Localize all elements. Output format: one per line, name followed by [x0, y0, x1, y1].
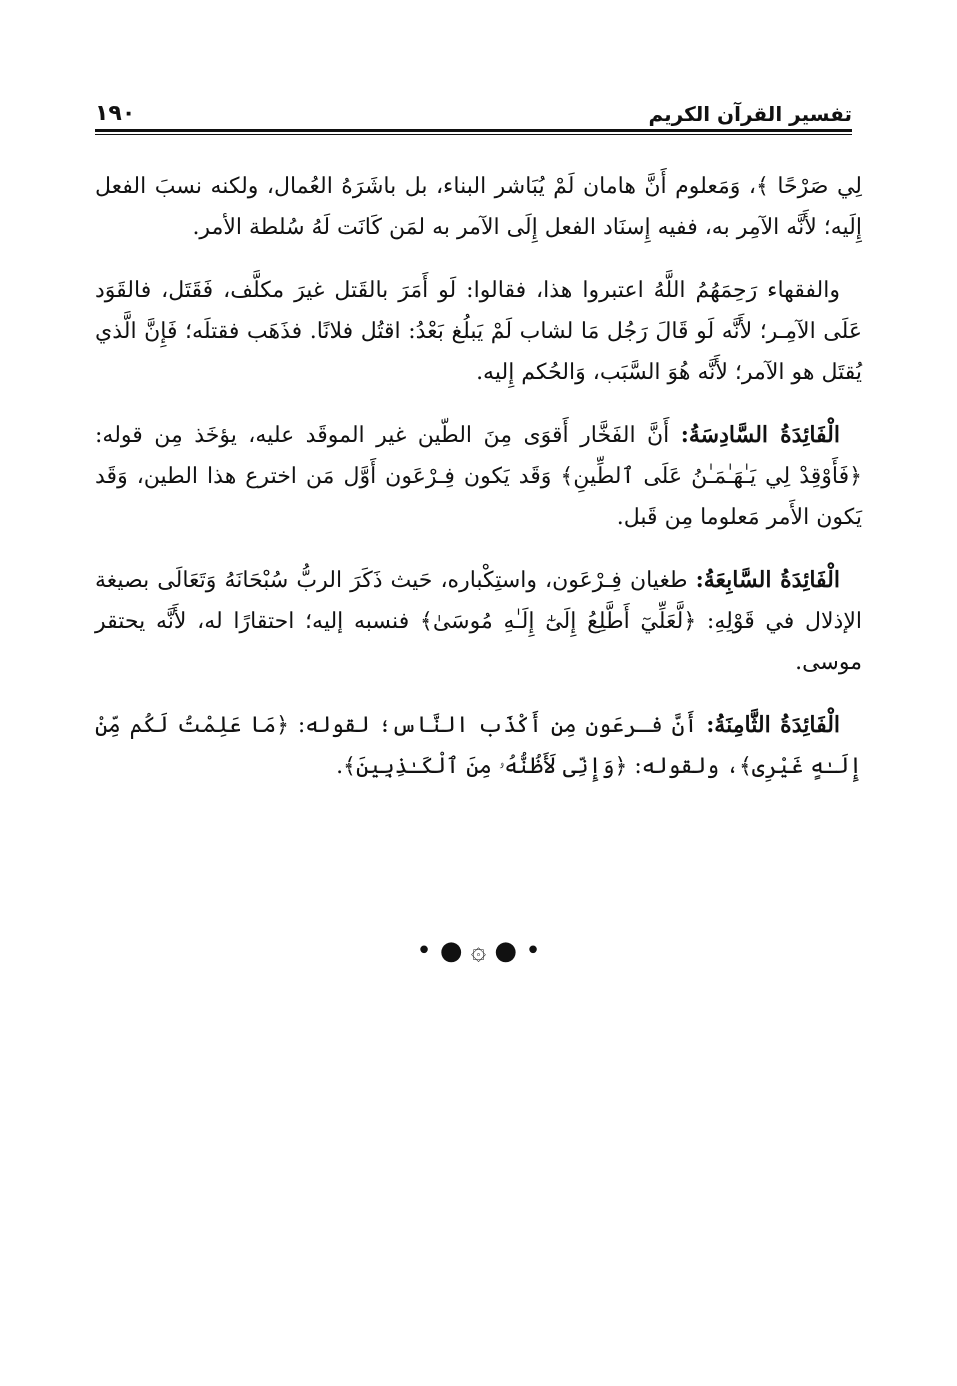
section-end-ornament: • ● ۞ ● •	[416, 936, 541, 966]
paragraph-text: لِي صَرْحًا ﴾، وَمَعلوم أَنَّ هامان لَمْ يُبَاشر البناء، بل باشَرَهُ العُمال، ولكنه نسبَ الفعل إِلَيه؛ لأَنَّه الآمِر به، ففيه إِسنَاد الفعل إِلَى الآمر به لمَن كَانَت لَهُ سُلطة الأمر.	[95, 174, 862, 240]
benefit-label: الْفَائِدَةُ السَّابِعَةُ:	[695, 567, 840, 593]
paragraph-text: أَنَّ الفَخَّار أَقوَى مِنَ الطّين غير الموقَد عليه، يؤخَذ مِن قوله: ﴿فَأَوْقِدْ لِي يَـٰهَـٰمَـٰنُ عَلَى ٱلطِّينِ﴾ وَقَد يَكون فِـرْعَون أَوَّل مَن اخترع هذا الطين، وَقَد يَكون الأَمر مَعلوما مِن قَبل.	[95, 423, 862, 530]
paragraph-text: طغيان فِـرْعَون، واستِكْباره، حَيث ذَكَرَ الربُّ سُبْحَانَهُ وَتَعَالَى بصيغة الإذلال في قَوْلِهِ: ﴿لَّعَلِّيٓ أَطَّلِعُ إِلَىٰٓ إِلَـٰهِ مُوسَىٰ﴾ فنسبه إليه؛ احتقارًا له، لأَنَّه يحتقر موسى.	[95, 568, 862, 675]
benefit-label: الْفَائِدَةُ السَّادِسَةُ:	[680, 422, 840, 448]
header-rule	[95, 129, 852, 135]
page-body	[95, 166, 862, 809]
paragraph	[95, 166, 862, 248]
benefit-paragraph	[95, 560, 862, 683]
benefit-label: الْفَائِدَةُ الثَّامِنَةُ:	[706, 712, 841, 738]
paragraph	[95, 270, 862, 393]
paragraph-text: أَنَّ فـرعَون مِن أَكْذَب النَّاس؛ لقوله: ﴿مَا عَلِمْتُ لَكُم مِّنْ إِلَـٰهٍ غَيْرِى﴾، ولقوله: ﴿وَإِنِّى لَأَظُنُّهُۥ مِنَ ٱلْكَـٰذِبِينَ﴾.	[95, 713, 862, 779]
running-title: تفسير القرآن الكريم	[648, 102, 852, 126]
benefit-paragraph	[95, 415, 862, 538]
page-header	[95, 88, 852, 126]
benefit-paragraph	[95, 705, 862, 787]
paragraph-text: والفقهاء رَحِمَهُمُ اللَّهُ اعتبروا هذا، فقالوا: لَو أَمَرَ بالقَتل غيرَ مكلَّف، فَقَتَل، فالقَوَد عَلَى الآمِـر؛ لأَنَّه لَو قَالَ رَجُل مَا لشاب لَمْ يَبلُغ بَعْدُ: اقتُل فلانًا. فذَهَب فقتلَه؛ فَإِنَّ الَّذي يُقتَل هو الآمر؛ لأَنَّه هُوَ السَّبَب، وَالحُكم إِليه.	[95, 278, 862, 385]
page-number: ١٩٠	[95, 101, 136, 126]
